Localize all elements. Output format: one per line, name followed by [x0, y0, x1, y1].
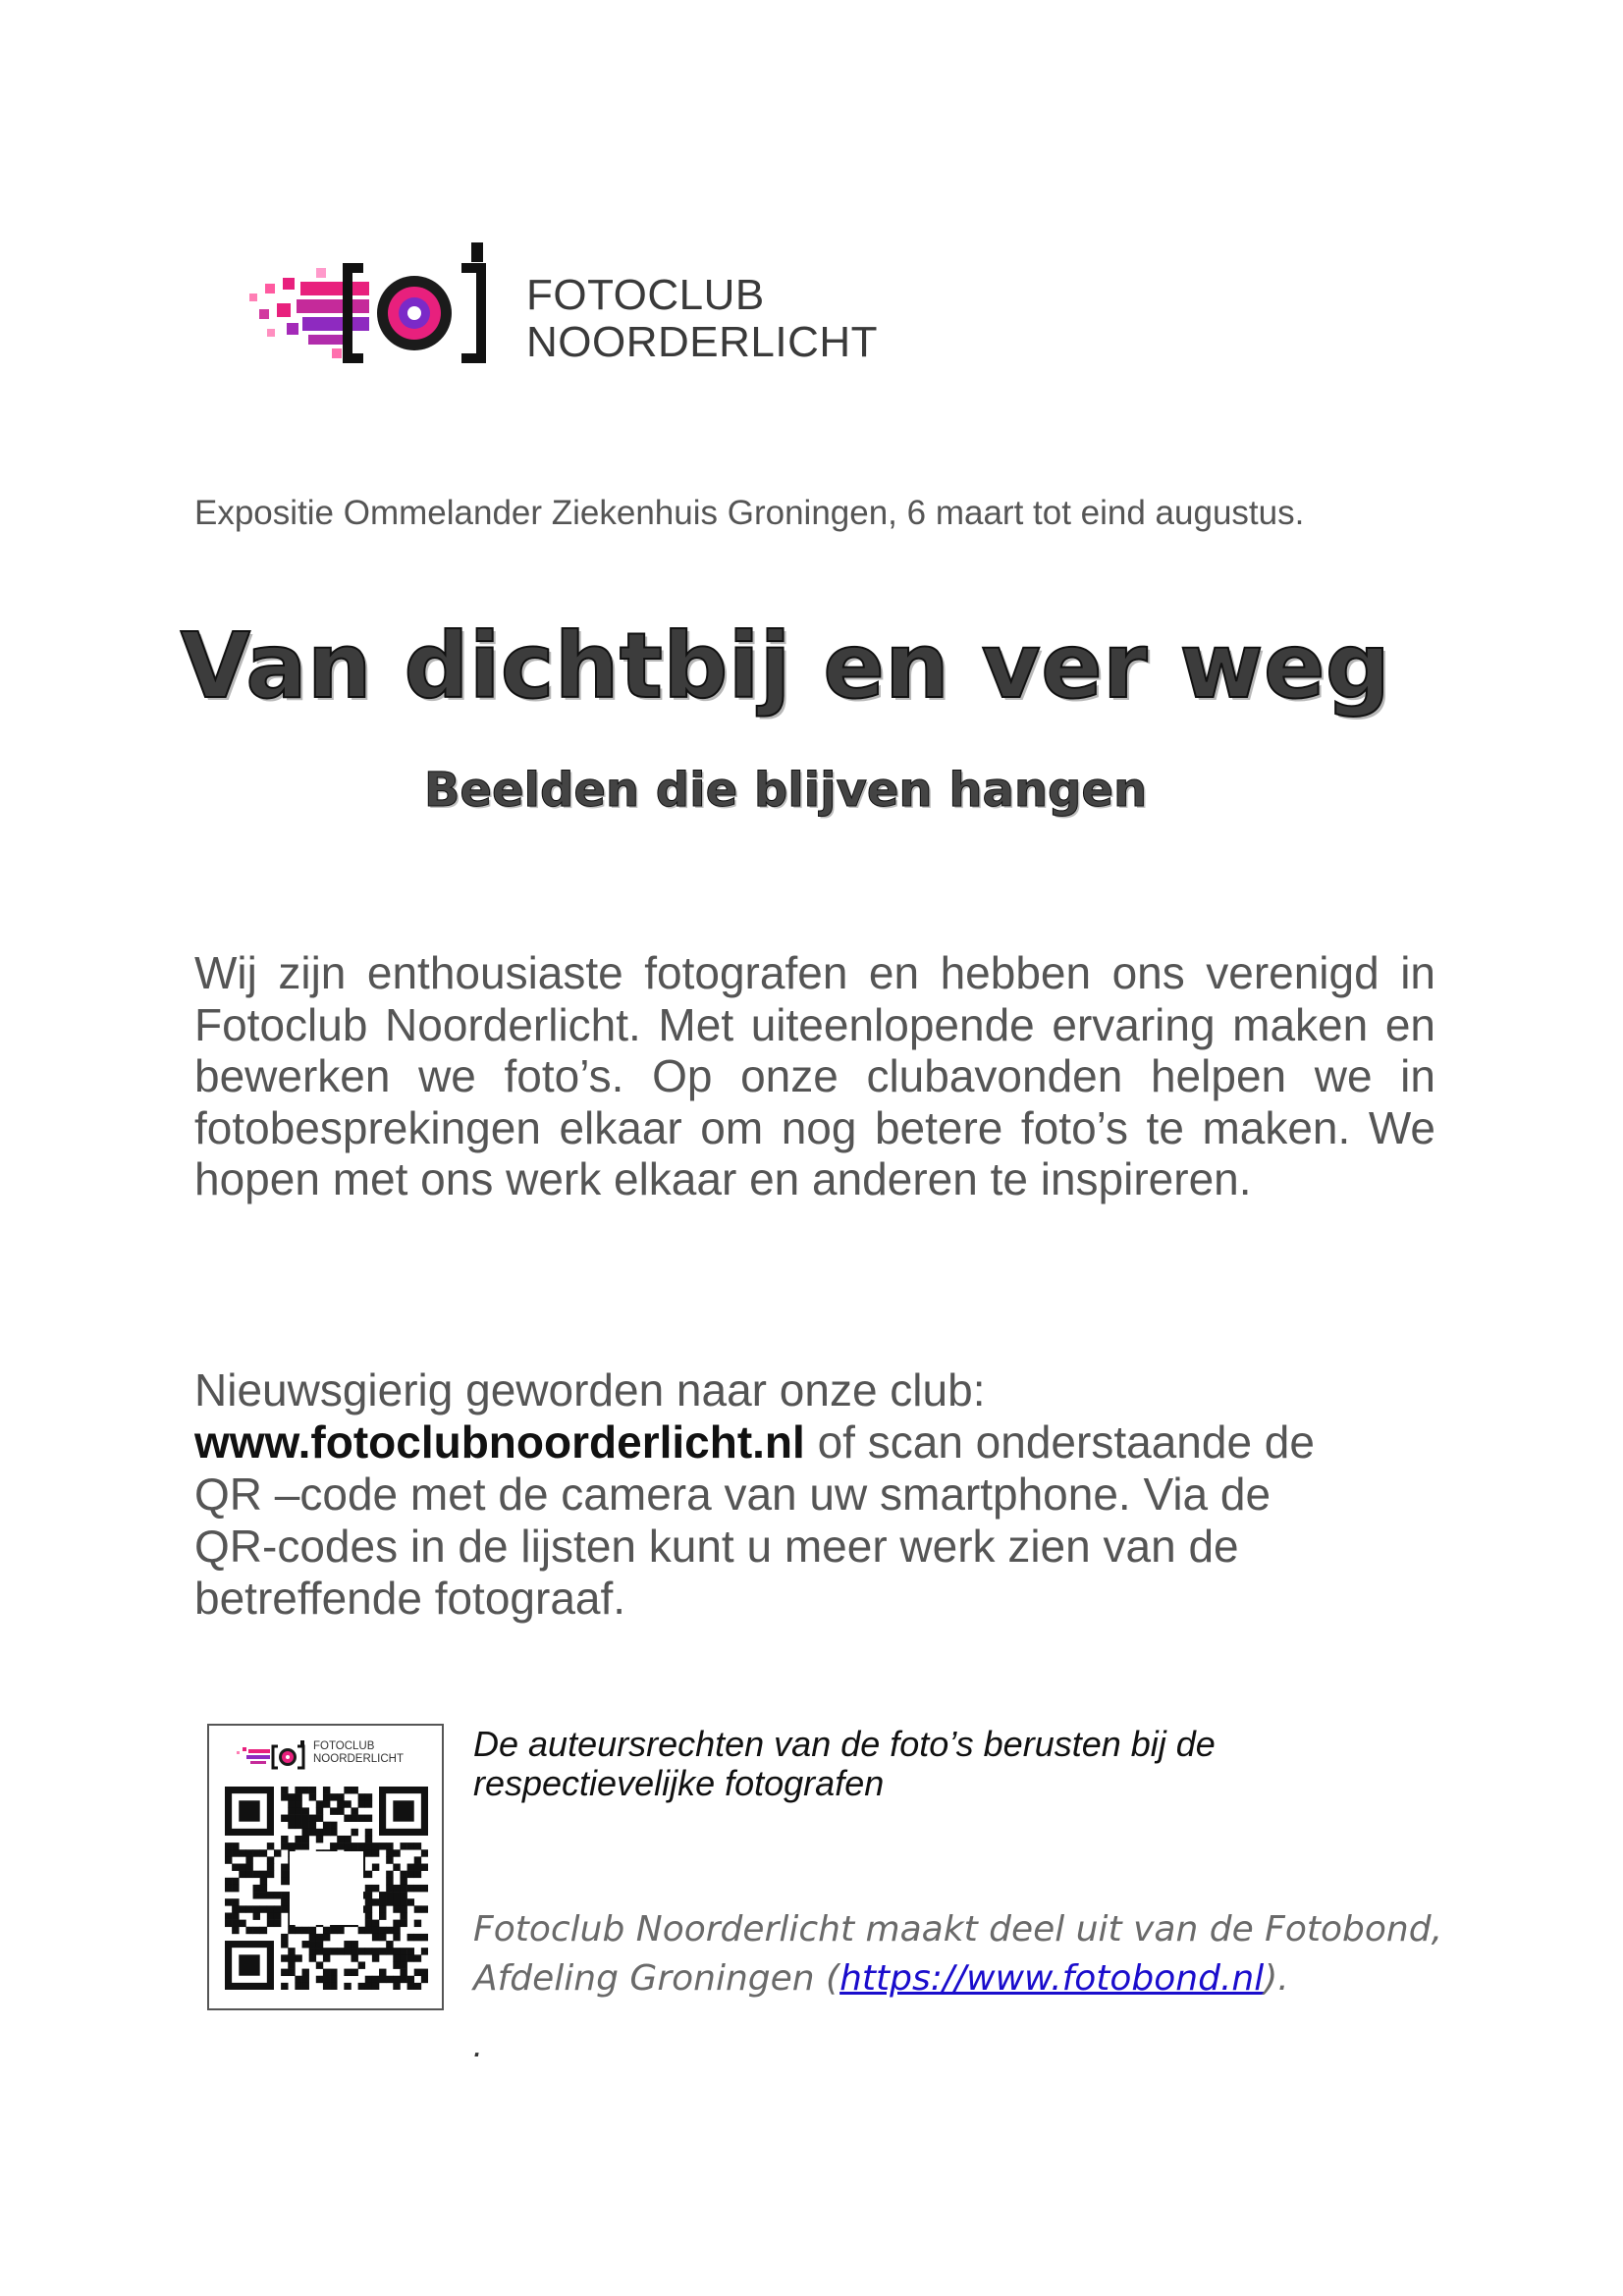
qr-card-wordmark — [313, 1740, 404, 1766]
fotobond-line2 — [473, 1954, 1455, 2003]
club-logo — [238, 239, 915, 376]
logo-wordmark — [526, 272, 878, 366]
qr-card-logo — [235, 1737, 421, 1773]
fotobond-notice — [473, 1905, 1455, 2003]
camera-logo-small-icon — [235, 1737, 313, 1773]
poster-subtitle: Beelden die blijven hangen — [423, 763, 1148, 818]
trailing-dot: . — [473, 2024, 484, 2064]
cta-line5: betreffende fotograaf. — [194, 1573, 626, 1624]
logo-line1: FOTOCLUB — [526, 271, 765, 319]
qr-logo-line1: FOTOCLUB — [313, 1740, 375, 1752]
qr-card — [207, 1724, 444, 2010]
exhibition-line: Expositie Ommelander Ziekenhuis Groningen, 6 maart tot eind augustus. — [194, 494, 1305, 532]
camera-logo-icon — [238, 239, 532, 376]
fotobond-line2-prefix: Afdeling Groningen ( — [473, 1958, 840, 1999]
fotobond-line2-suffix: ). — [1264, 1958, 1289, 1999]
cta-line4: QR-codes in de lijsten kunt u meer werk zien van de — [194, 1521, 1239, 1572]
copyright-notice: De auteursrechten van de foto’s berusten bij de respectievelijke fotografen — [473, 1724, 1216, 1803]
logo-line2: NOORDERLICHT — [526, 318, 879, 366]
qr-logo-line2: NOORDERLICHT — [313, 1753, 405, 1765]
cta-line2-rest: of scan onderstaande de — [804, 1416, 1315, 1468]
fotobond-line1: Fotoclub Noorderlicht maakt deel uit van de Fotobond, — [473, 1909, 1443, 1949]
intro-paragraph: Wij zijn enthousiaste fotografen en hebben ons verenigd in Fotoclub Noorderlicht. Met uiteenlopende ervaring maken en bewerken we foto’s. Op onze clubavonden helpen we in fotobesprekingen elkaar om nog betere foto’s te maken. We hopen met ons werk elkaar en anderen te inspireren. — [194, 947, 1435, 1204]
poster-title: Van dichtbij en ver weg — [180, 614, 1391, 719]
club-call-to-action — [194, 1364, 1461, 1625]
fotobond-link[interactable]: https://www.fotobond.nl — [839, 1958, 1265, 1999]
qr-code-icon[interactable] — [225, 1787, 428, 1990]
cta-line2 — [194, 1416, 1461, 1468]
cta-line1: Nieuwsgierig geworden naar onze club: — [194, 1364, 986, 1415]
cta-line3: QR –code met de camera van uw smartphone. Via de — [194, 1468, 1271, 1520]
club-website-link[interactable]: www.fotoclubnoorderlicht.nl — [194, 1416, 805, 1468]
